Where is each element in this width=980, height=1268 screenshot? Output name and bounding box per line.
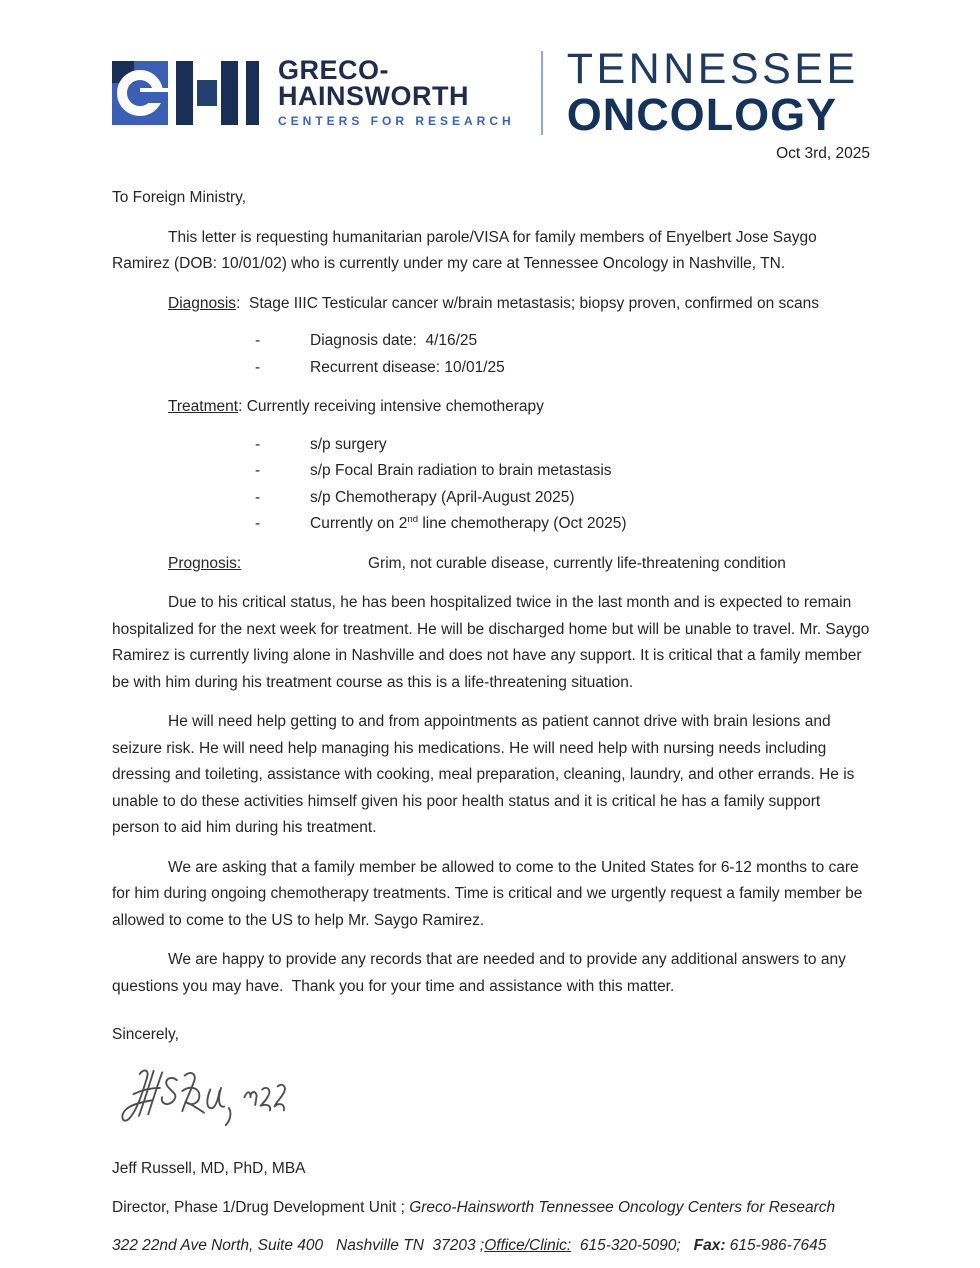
bullet-dash: -	[255, 332, 261, 349]
diagnosis-line: Diagnosis: Stage IIIC Testicular cancer w/brain metastasis; biopsy proven, confirmed on scans	[168, 294, 820, 312]
signer-name: Jeff Russell, MD, PhD, MBA	[112, 1160, 306, 1177]
bullet-dash: -	[255, 515, 261, 532]
logo-divider	[541, 51, 543, 135]
treatment-text: Currently receiving intensive chemotherapy	[246, 398, 544, 415]
fax-label: Fax:	[693, 1237, 726, 1254]
paragraph-records: We are happy to provide any records that are needed and to provide any additional answers to any questions you may have. Thank you for your time and assistance with this matter.	[112, 951, 851, 995]
prognosis-text: Grim, not curable disease, currently life-threatening condition	[368, 554, 786, 572]
gh-logo-g-block	[112, 61, 168, 125]
salutation: To Foreign Ministry,	[112, 189, 247, 206]
list-item: - Recurrent disease: 10/01/25	[112, 355, 870, 382]
greco-line: GRECO-	[278, 55, 389, 85]
tennessee-line: TENNESSEE	[566, 45, 859, 93]
bullet-dash: -	[255, 462, 261, 479]
bullet-dash: -	[255, 435, 261, 453]
prognosis-line	[112, 551, 870, 578]
treatment-line: Treatment: Currently receiving intensive chemotherapy	[168, 398, 544, 415]
list-item: - s/p Focal Brain radiation to brain metastasis	[112, 458, 870, 485]
list-item: - s/p Chemotherapy (April-August 2025)	[112, 485, 870, 512]
address-contact-line: 322 22nd Ave North, Suite 400 Nashville TN 37203 ;Office/Clinic: 615-320-5090; Fax: 615-986-7645	[112, 1237, 827, 1254]
oncology-line: ONCOLOGY	[566, 89, 838, 140]
list-item: - Diagnosis date: 4/16/25	[112, 328, 870, 355]
fax-number: 615-986-7645	[725, 1237, 827, 1254]
greco-hainsworth-wordmark	[278, 57, 515, 128]
paragraph-care-needs: He will need help getting to and from appointments as patient cannot drive with brain lesions and seizure risk. He will need help managing his medications. He will need help with nursing needs including dressing and toileting, assistance with cooking, meal preparation, cleaning, laundry, and other errands. He is unable to do these activities himself given his poor health status and it is critical he has a family support person to aid him during his treatment.	[112, 713, 859, 836]
signer-title-line: Director, Phase 1/Drug Development Unit ; Greco-Hainsworth Tennessee Oncology Centers for Research	[112, 1198, 836, 1216]
closing: Sincerely,	[112, 1026, 179, 1043]
intro-paragraph: This letter is requesting humanitarian parole/VISA for family members of Enyelbert Jose Saygo Ramirez (DOB: 10/01/02) who is currently under my care at Tennessee Oncology in Nashville, TN.	[112, 228, 822, 272]
bullet-dash: -	[255, 488, 261, 506]
centers-for-research-line: CENTERS FOR RESEARCH	[278, 114, 515, 128]
paragraph-request: We are asking that a family member be allowed to come to the United States for 6-12 months to care for him during ongoing chemotherapy treatments. Time is critical and we urgently request a family member be allowed to come to the US to help Mr. Saygo Ramirez.	[112, 858, 867, 929]
paragraph-hospitalized: Due to his critical status, he has been hospitalized twice in the last month and is expected to remain hospitalized for the next week for treatment. He will be discharged home but will be unable to travel. Mr. Saygo Ramirez is currently living alone in Nashville and does not have any support. It is critical that a family member be with him during his treatment course as this is a life-threatening situation.	[112, 594, 874, 691]
greco-hainsworth-logo	[112, 57, 515, 128]
gh-monogram-icon	[112, 61, 264, 125]
diagnosis-text: Stage IIIC Testicular cancer w/brain metastasis; biopsy proven, confirmed on scans	[248, 294, 820, 312]
prognosis-label: Prognosis:	[168, 554, 242, 572]
treatment-label: Treatment	[168, 398, 239, 415]
letter-date: Oct 3rd, 2025	[776, 145, 870, 162]
bullet-dash: -	[255, 358, 261, 376]
hainsworth-line: HAINSWORTH	[278, 81, 469, 111]
list-item: - s/p surgery	[112, 432, 870, 459]
letter-body	[112, 185, 874, 1260]
tennessee-oncology-logo	[566, 45, 859, 140]
list-item: - Currently on 2nd line chemotherapy (Oct 2025)	[112, 511, 870, 538]
signature-image	[118, 1063, 870, 1143]
treatment-bullets	[112, 432, 870, 538]
letterhead	[112, 45, 870, 140]
superscript-nd: nd	[407, 513, 419, 525]
diagnosis-bullets	[112, 328, 870, 381]
diagnosis-label: Diagnosis	[168, 294, 237, 312]
office-clinic-label: Office/Clinic:	[484, 1237, 572, 1254]
org-name-italic: Greco-Hainsworth Tennessee Oncology Centers for Research	[409, 1198, 836, 1216]
